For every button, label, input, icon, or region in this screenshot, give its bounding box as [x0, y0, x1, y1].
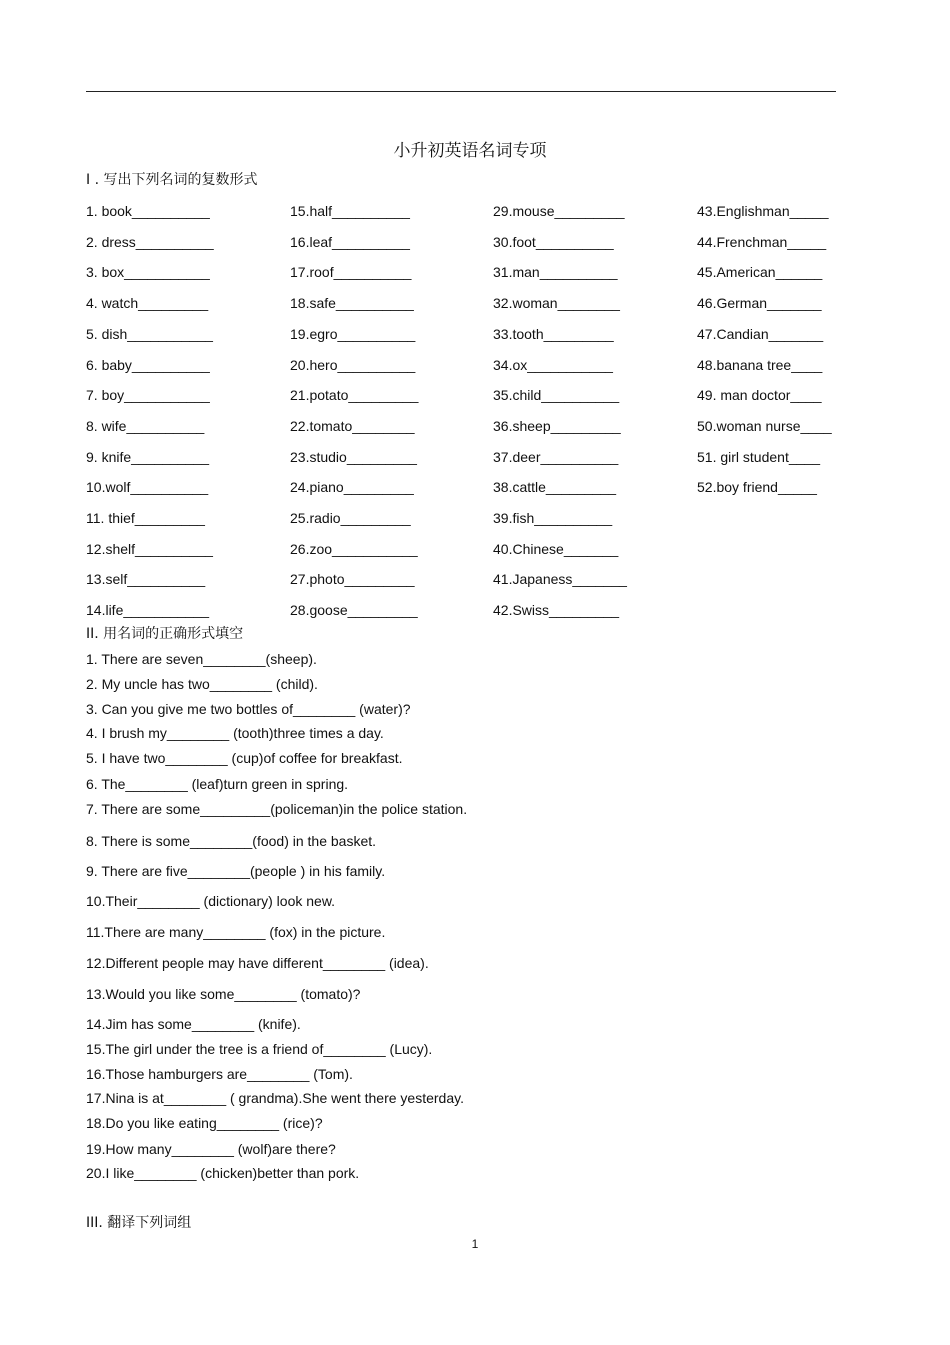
plural-exercise-item: 23.studio_________ [290, 448, 417, 465]
section-2-heading: II. 用名词的正确形式填空 [86, 626, 244, 642]
plural-exercise-item: 33.tooth_________ [493, 325, 614, 342]
plural-exercise-item: 30.foot__________ [493, 233, 614, 250]
plural-exercise-item: 15.half__________ [290, 203, 410, 219]
plural-exercise-item: 9. knife__________ [86, 448, 209, 465]
plural-exercise-item: 13.self__________ [86, 571, 206, 588]
fill-in-item: 11.There are many________ (fox) in the picture. [86, 924, 386, 940]
plural-exercise-item: 7. boy___________ [86, 387, 210, 404]
fill-in-item: 9. There are five________(people ) in his family. [86, 863, 386, 879]
plural-exercise-item: 44.Frenchman_____ [697, 233, 827, 250]
plural-exercise-item: 26.zoo___________ [290, 540, 418, 557]
plural-exercise-item: 3. box___________ [86, 264, 210, 281]
plural-exercise-item: 36.sheep_________ [493, 417, 621, 434]
plural-exercise-item: 45.American______ [697, 264, 823, 281]
plural-exercise-item: 39.fish__________ [493, 510, 613, 526]
plural-exercise-item: 24.piano_________ [290, 479, 414, 496]
plural-exercise-item: 16.leaf__________ [290, 233, 410, 250]
plural-exercise-item: 10.wolf__________ [86, 479, 209, 496]
plural-exercise-item: 52.boy friend_____ [697, 479, 817, 496]
section-3-heading: III. 翻译下列词组 [86, 1215, 192, 1231]
plural-exercise-item: 11. thief_________ [86, 510, 205, 526]
section-1-heading: I . 写出下列名词的复数形式 [86, 172, 258, 188]
plural-exercise-item: 27.photo_________ [290, 571, 415, 588]
plural-exercise-item: 28.goose_________ [290, 602, 418, 619]
plural-exercise-item: 12.shelf__________ [86, 540, 213, 557]
fill-in-item: 10.Their________ (dictionary) look new. [86, 893, 336, 909]
plural-exercise-item: 43.Englishman_____ [697, 203, 829, 219]
plural-exercise-item: 14.life___________ [86, 602, 210, 619]
fill-in-item: 8. There is some________(food) in the basket. [86, 833, 377, 849]
fill-in-item: 7. There are some_________(policeman)in the police station. [86, 801, 468, 817]
plural-exercise-item: 40.Chinese_______ [493, 540, 619, 557]
plural-exercise-item: 21.potato_________ [290, 387, 419, 404]
plural-exercise-item: 34.ox___________ [493, 356, 613, 373]
fill-in-item: 19.How many________ (wolf)are there? [86, 1141, 336, 1157]
fill-in-item: 6. The________ (leaf)turn green in spring. [86, 776, 349, 792]
fill-in-item: 3. Can you give me two bottles of________ (water)? [86, 701, 411, 717]
plural-exercise-item: 25.radio_________ [290, 510, 411, 526]
plural-exercise-item: 8. wife__________ [86, 417, 205, 434]
fill-in-item: 12.Different people may have different________ (idea). [86, 955, 429, 971]
plural-exercise-item: 48.banana tree____ [697, 356, 823, 373]
plural-exercise-item: 29.mouse_________ [493, 203, 625, 219]
plural-exercise-item: 50.woman nurse____ [697, 417, 832, 434]
fill-in-item: 13.Would you like some________ (tomato)? [86, 986, 361, 1002]
plural-exercise-item: 38.cattle_________ [493, 479, 616, 496]
plural-exercise-item: 20.hero__________ [290, 356, 416, 373]
fill-in-item: 18.Do you like eating________ (rice)? [86, 1115, 323, 1131]
plural-exercise-item: 2. dress__________ [86, 233, 214, 250]
plural-exercise-item: 51. girl student____ [697, 448, 820, 465]
fill-in-item: 20.I like________ (chicken)better than pork. [86, 1165, 360, 1181]
fill-in-item: 17.Nina is at________ ( grandma).She went there yesterday. [86, 1090, 464, 1106]
plural-exercise-item: 31.man__________ [493, 264, 618, 281]
header-rule [86, 91, 836, 92]
plural-exercise-item: 4. watch_________ [86, 295, 209, 312]
plural-exercise-item: 6. baby__________ [86, 356, 210, 373]
plural-exercise-item: 22.tomato________ [290, 417, 415, 434]
page-number: 1 [471, 1237, 479, 1251]
fill-in-item: 14.Jim has some________ (knife). [86, 1016, 301, 1032]
plural-exercise-item: 19.egro__________ [290, 325, 416, 342]
plural-exercise-item: 35.child__________ [493, 387, 620, 404]
fill-in-item: 4. I brush my________ (tooth)three times a day. [86, 725, 384, 741]
fill-in-item: 15.The girl under the tree is a friend of________ (Lucy). [86, 1041, 433, 1057]
fill-in-item: 2. My uncle has two________ (child). [86, 676, 318, 692]
plural-exercise-item: 32.woman________ [493, 295, 620, 312]
plural-exercise-item: 47.Candian_______ [697, 325, 824, 342]
plural-exercise-item: 5. dish___________ [86, 325, 213, 342]
plural-exercise-item: 41.Japaness_______ [493, 571, 627, 588]
plural-exercise-item: 17.roof__________ [290, 264, 412, 281]
plural-exercise-item: 18.safe__________ [290, 295, 414, 312]
page-title: 小升初英语名词专项 [393, 141, 547, 161]
fill-in-item: 1. There are seven________(sheep). [86, 651, 317, 667]
plural-exercise-item: 37.deer__________ [493, 448, 619, 465]
plural-exercise-item: 49. man doctor____ [697, 387, 822, 404]
plural-exercise-item: 42.Swiss_________ [493, 602, 620, 619]
fill-in-item: 5. I have two________ (cup)of coffee for breakfast. [86, 750, 403, 766]
fill-in-item: 16.Those hamburgers are________ (Tom). [86, 1066, 353, 1082]
plural-exercise-item: 1. book__________ [86, 203, 210, 219]
plural-exercise-item: 46.German_______ [697, 295, 822, 312]
